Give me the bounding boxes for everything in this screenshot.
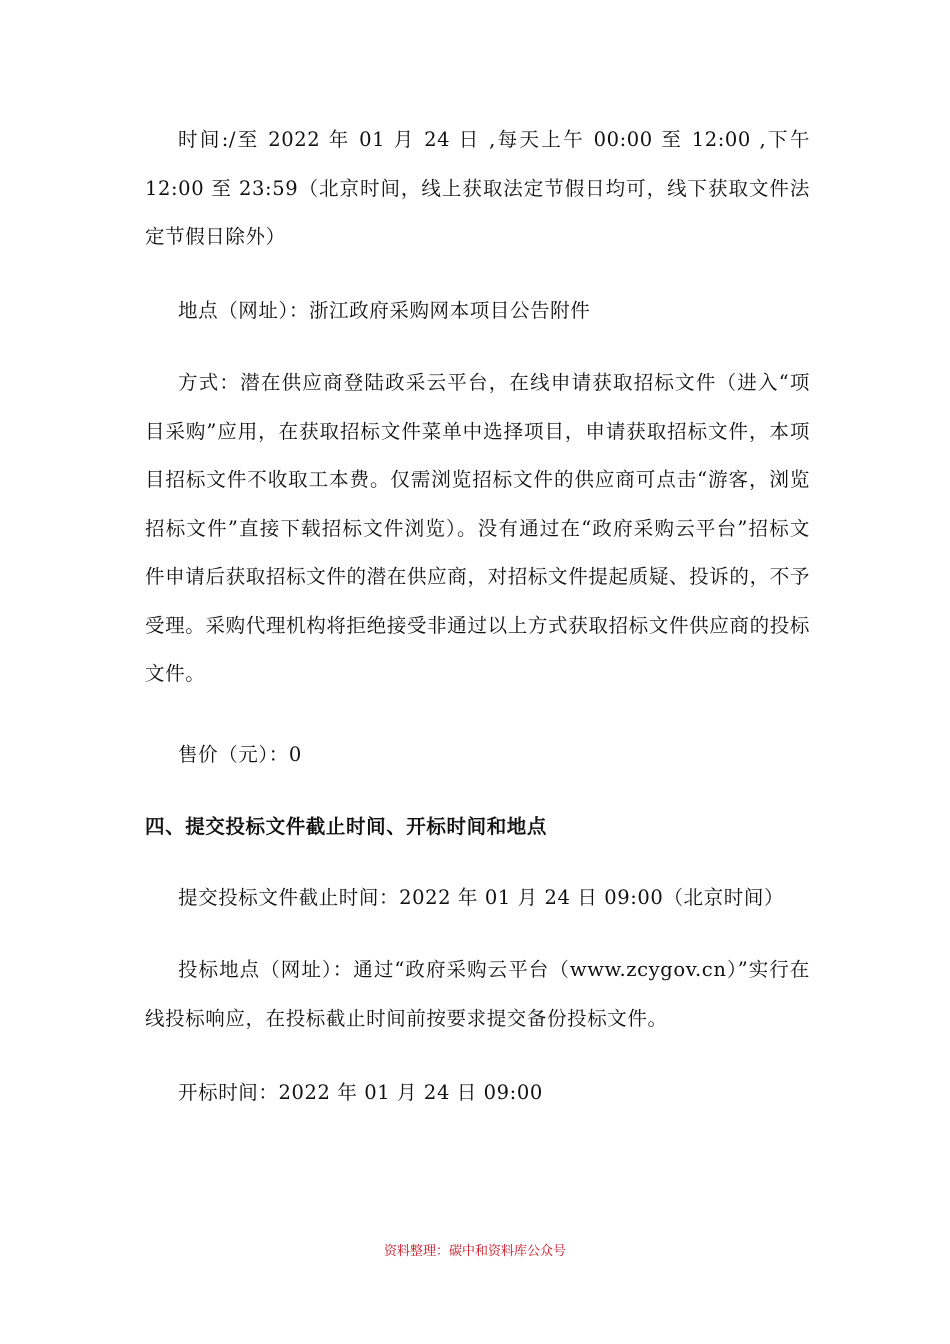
section-4-heading: 四、提交投标文件截止时间、开标时间和地点 [145, 815, 548, 838]
bid-deadline-paragraph: 提交投标文件截止时间：2022 年 01 月 24 日 09:00（北京时间） [178, 886, 785, 909]
bid-location-paragraph: 投标地点（网址）：通过“政府采购云平台（www.zcygov.cn）”实行在线投标响应，在投标截止时间前按要求提交备份投标文件。 [145, 958, 810, 1030]
footer-source-note: 资料整理：碳中和资料库公众号 [383, 1244, 566, 1259]
acquisition-method-paragraph: 方式：潜在供应商登陆政采云平台，在线申请获取招标文件（进入“项目采购”应用，在获取招标文件菜单中选择项目，申请获取招标文件，本项目招标文件不收取工本费。仅需浏览招标文件的供应商可点击“游客，浏览招标文件”直接下载招标文件浏览）。没有通过在“政府采购云平台”招标文件申请后获取招标文件的潜在供应商，对招标文件提起质疑、投诉的，不予受理。采购代理机构将拒绝接受非通过以上方式获取招标文件供应商的投标文件。 [145, 371, 810, 685]
acquisition-location-paragraph: 地点（网址）：浙江政府采购网本项目公告附件 [178, 299, 591, 322]
bid-opening-time-paragraph: 开标时间：2022 年 01 月 24 日 09:00 [178, 1081, 543, 1104]
acquisition-time-paragraph: 时间:/至 2022 年 01 月 24 日 ,每天上午 00:00 至 12:00 ,下午 12:00 至 23:59（北京时间，线上获取法定节假日均可，线下获取文件法定节假日除外） [145, 128, 810, 248]
price-paragraph: 售价（元）：0 [178, 743, 302, 766]
